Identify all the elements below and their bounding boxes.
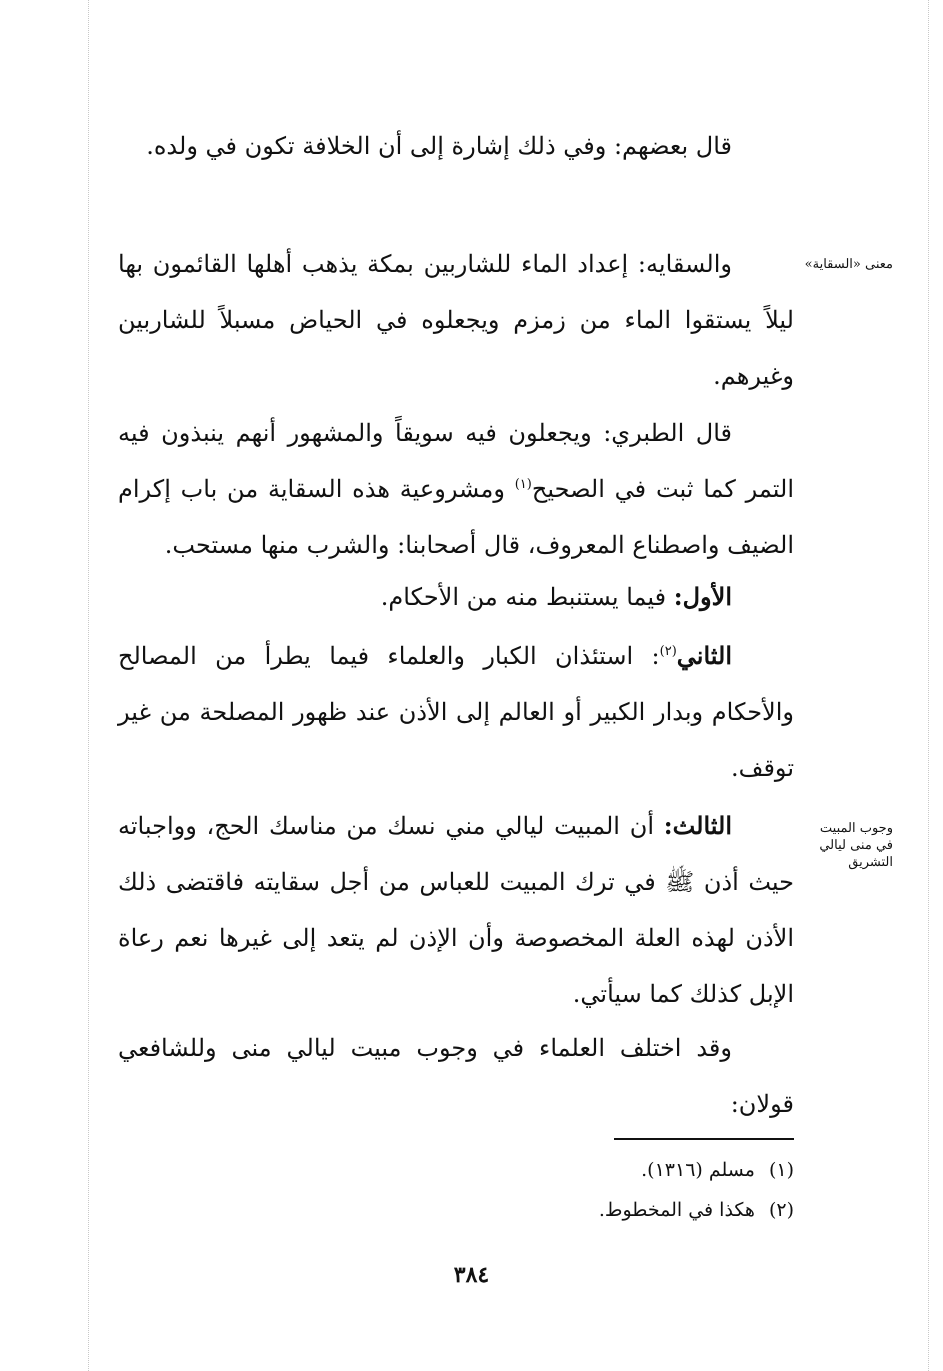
paragraph-1-text: قال بعضهم: وفي ذلك إشارة إلى أن الخلافة تكون في ولده. [146, 132, 732, 160]
footnote-2-number: (٢) [768, 1199, 794, 1221]
paragraph-4 [118, 569, 794, 625]
point-first-label: الأول: [673, 582, 732, 611]
paragraph-1 [118, 118, 794, 174]
paragraph-3-part-1: قال الطبري: ويجعلون فيه سويقاً والمشهور أنهم ينبذون فيه التمر كما ثبت في الصحيح [118, 419, 794, 503]
page-number: ٣٨٤ [453, 1262, 490, 1288]
margin-note-mabit-line-3: التشريق [848, 855, 893, 870]
paragraph-7 [118, 1020, 794, 1132]
point-first-text: فيما يستنبط منه من الأحكام. [380, 583, 674, 611]
paragraph-4-text [118, 569, 794, 625]
paragraph-3 [118, 405, 794, 573]
paragraph-6-text [118, 798, 794, 1022]
footnote-2 [300, 1190, 794, 1230]
paragraph-5 [118, 628, 794, 796]
footnote-1-number: (١) [768, 1159, 794, 1181]
margin-note-mabit [783, 820, 893, 871]
point-second-text: : استئذان الكبار والعلماء فيما يطرأ من المصالح والأحكام وبدار الكبير أو العالم إلى الأذن عند ظهور المصلحة من غير توقف. [118, 642, 794, 782]
paragraph-7-text: وقد اختلف العلماء في وجوب مبيت ليالي منى وللشافعي قولان: [118, 1034, 794, 1118]
paragraph-2 [118, 236, 794, 404]
footnote-1 [300, 1150, 794, 1190]
paragraph-3-text [118, 405, 794, 573]
paragraph-5-text [118, 628, 794, 796]
footnote-separator [614, 1138, 794, 1140]
point-third-label: الثالث: [663, 811, 732, 840]
point-second-label: الثاني [676, 641, 732, 670]
footnotes [300, 1150, 794, 1230]
point-third-text: أن المبيت ليالي مني نسك من مناسك الحج، وواجباته حيث أذن ﷺ في ترك المبيت للعباس من أجل سقايته فاقتضى ذلك الأذن لهذه العلة المخصوصة وأن الإذن لم يتعد إلى غيرها نعم رعاة الإبل كذلك كما سيأتي. [118, 812, 794, 1008]
margin-note-mabit-line-1: وجوب المبيت [819, 821, 893, 836]
footnote-1-text: مسلم (١٣١٦). [641, 1159, 755, 1181]
paragraph-6 [118, 798, 794, 1022]
scan-edge-left [88, 0, 89, 1371]
margin-note-saqaya-text: معنى «السقاية» [804, 257, 893, 272]
footnote-ref-1: (١) [514, 477, 532, 492]
scan-edge-right [928, 0, 929, 1371]
margin-note-mabit-line-2: في منى ليالي [819, 838, 893, 853]
margin-note-saqaya [783, 256, 893, 273]
footnote-2-text: هكذا في المخطوط. [598, 1199, 755, 1221]
paragraph-2-text: والسقايه: إعداد الماء للشاربين بمكة يذهب أهلها القائمون بها ليلاً يستقوا الماء من زمزم ويجعلوه في الحياض مسبلاً للشاربين وغيرهم. [118, 250, 794, 390]
footnote-ref-2: (٢) [659, 644, 677, 659]
paragraph-3-part-2: ومشروعية هذه السقاية من باب إكرام الضيف واصطناع المعروف، قال أصحابنا: والشرب منها مستحب. [118, 475, 794, 559]
